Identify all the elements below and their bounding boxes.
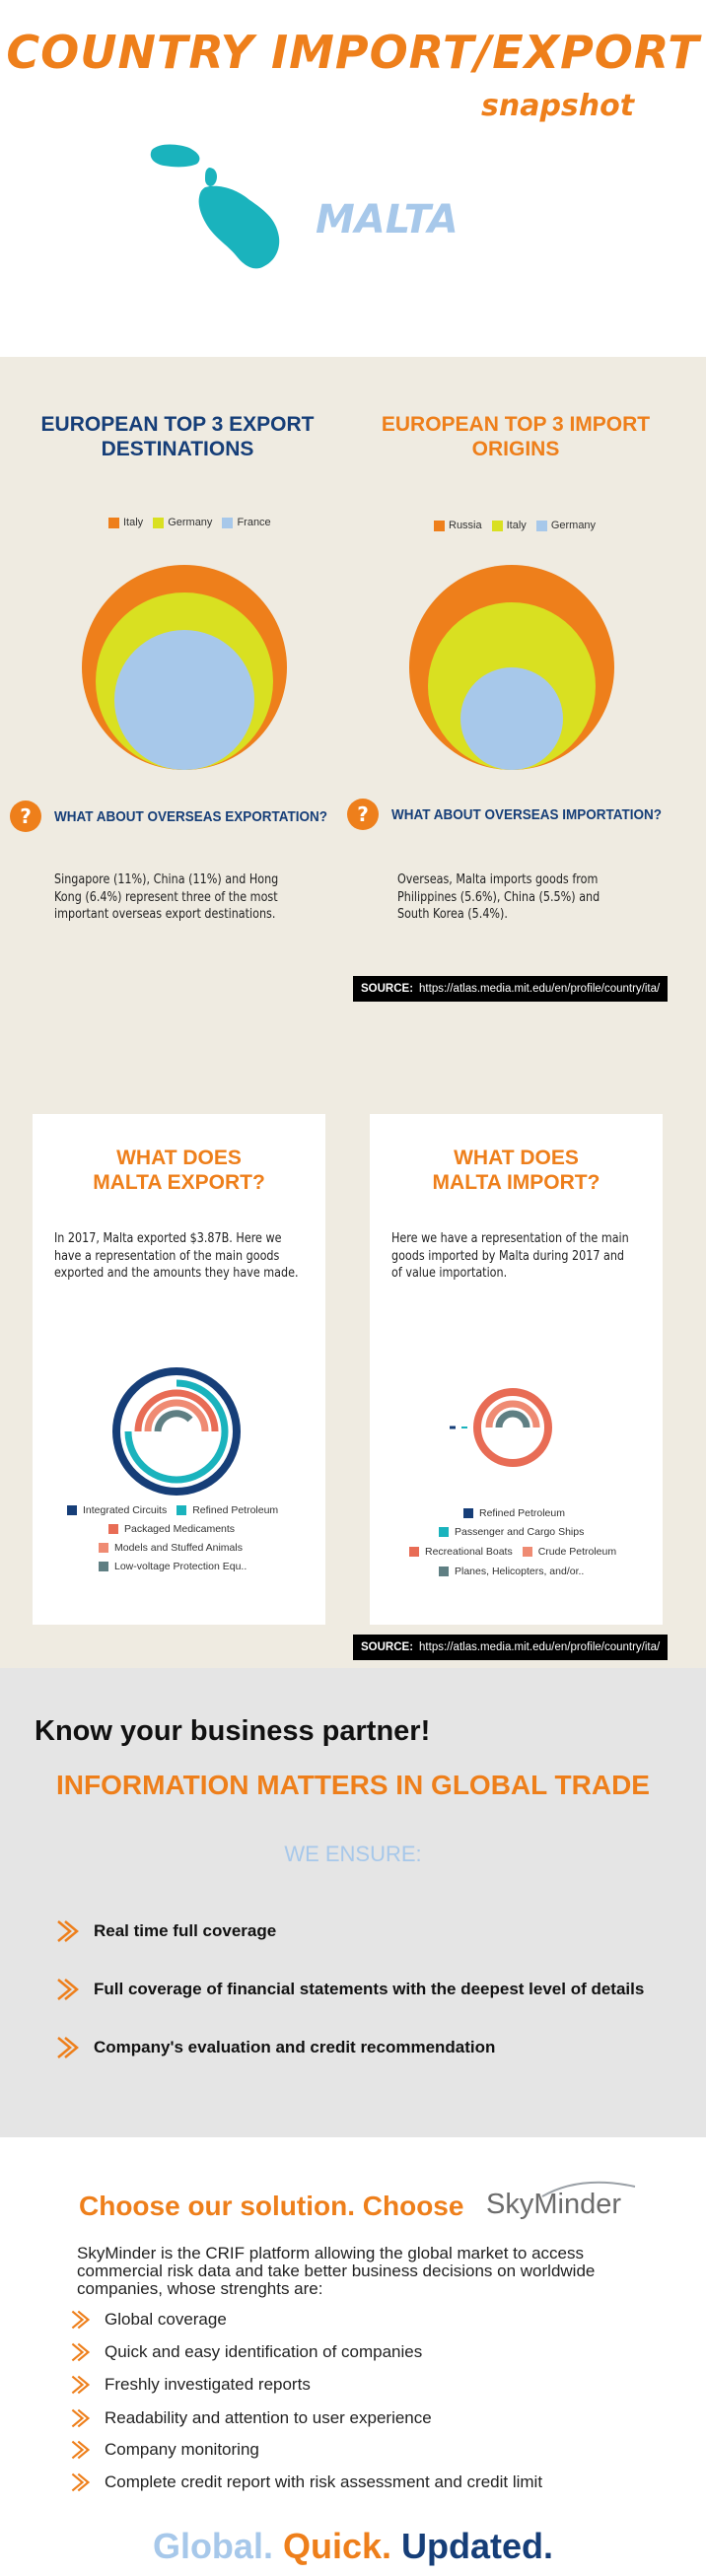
- ensure-item-label: Company's evaluation and credit recommendation: [94, 2038, 496, 2056]
- chevron-right-icon: [54, 2035, 80, 2060]
- strength-item: [69, 2341, 422, 2363]
- logo-swoosh-icon: [540, 2179, 639, 2198]
- source-label: SOURCE:: [361, 1641, 414, 1653]
- import-goods-text: Here we have a representation of the main goods imported by Malta during 2017 and of value importation.: [391, 1231, 629, 1282]
- chevron-right-icon: [54, 1918, 80, 1944]
- ensure-item: [54, 1918, 276, 1944]
- legend-swatch: [439, 1566, 449, 1576]
- import-goods-chart: [444, 1380, 562, 1479]
- strength-item-label: Global coverage: [105, 2310, 227, 2329]
- chevron-right-icon: [54, 1977, 80, 2002]
- legend-swatch: [67, 1505, 77, 1515]
- legend-label: Integrated Circuits: [83, 1504, 168, 1516]
- legend-swatch: [536, 521, 547, 531]
- strength-item-label: Complete credit report with risk assessment and credit limit: [105, 2472, 543, 2491]
- legend-label: France: [237, 517, 271, 528]
- ensure-label: WE ENSURE:: [284, 1842, 422, 1866]
- skyminder-logo: SkyMinder: [486, 2189, 621, 2220]
- legend-label: Italy: [123, 517, 144, 528]
- legend-label: Passenger and Cargo Ships: [455, 1526, 585, 1538]
- overseas-import-question: WHAT ABOUT OVERSEAS IMPORTATION?: [391, 806, 662, 823]
- legend-swatch: [99, 1543, 108, 1553]
- legend-label: Crude Petroleum: [537, 1546, 617, 1558]
- question-icon: ?: [10, 801, 41, 832]
- legend-swatch: [409, 1547, 419, 1557]
- strength-item: [69, 2374, 311, 2396]
- circle-france: [114, 630, 254, 770]
- legend-swatch: [108, 518, 119, 528]
- export-destinations-title: EUROPEAN TOP 3 EXPORT DESTINATIONS: [40, 413, 315, 461]
- legend-swatch: [108, 1524, 118, 1534]
- legend-swatch: [492, 521, 503, 531]
- legend-label: Germany: [550, 520, 597, 531]
- export-goods-title-line2: MALTA EXPORT?: [93, 1171, 265, 1194]
- partner-tagline: INFORMATION MATTERS IN GLOBAL TRADE: [56, 1770, 650, 1800]
- ensure-item-label: Full coverage of financial statements with the deepest level of details: [94, 1980, 645, 1998]
- import-goods-title-line2: MALTA IMPORT?: [432, 1171, 600, 1194]
- slogan: [0, 2526, 706, 2567]
- legend-swatch: [439, 1527, 449, 1537]
- slogan-quick: Quick.: [282, 2526, 392, 2566]
- export-goods-legend-row4: [99, 1561, 247, 1572]
- source-url: https://atlas.media.mit.edu/en/profile/country/ita/: [419, 983, 661, 995]
- ensure-item: [54, 1977, 644, 2002]
- legend-label: Refined Petroleum: [479, 1507, 565, 1519]
- chevron-right-icon: [69, 2439, 91, 2461]
- import-goods-legend-row4: [439, 1566, 584, 1577]
- legend-label: Models and Stuffed Animals: [114, 1542, 243, 1554]
- question-icon: ?: [347, 799, 379, 830]
- overseas-export-question: WHAT ABOUT OVERSEAS EXPORTATION?: [54, 808, 328, 825]
- partner-heading: Know your business partner!: [35, 1715, 431, 1747]
- source-label: SOURCE:: [361, 983, 414, 995]
- export-goods-legend-row3: [99, 1542, 243, 1554]
- strength-item-label: Freshly investigated reports: [105, 2375, 311, 2394]
- legend-swatch: [463, 1508, 473, 1518]
- solution-heading: Choose our solution. Choose: [79, 2191, 464, 2221]
- ensure-item: [54, 2035, 495, 2060]
- solution-intro: SkyMinder is the CRIF platform allowing the global market to access commercial risk data and take better business decisions on worldwide companies, whose strenghts are:: [77, 2244, 596, 2298]
- import-origins-title: EUROPEAN TOP 3 IMPORT ORIGINS: [381, 413, 651, 461]
- import-goods-legend-row1: [463, 1507, 565, 1519]
- strength-item-label: Quick and easy identification of companies: [105, 2342, 423, 2361]
- overseas-import-text: Overseas, Malta imports goods from Philippines (5.6%), China (5.5%) and South Korea (5.4%).: [397, 872, 600, 923]
- ring-low-voltage: [158, 1414, 190, 1431]
- source-note: [353, 1635, 668, 1660]
- chevron-right-icon: [69, 2309, 91, 2331]
- legend-label: Recreational Boats: [425, 1546, 513, 1558]
- legend-label: Low-voltage Protection Equ..: [114, 1561, 247, 1572]
- legend-swatch: [222, 518, 233, 528]
- chevron-right-icon: [69, 2407, 91, 2429]
- ensure-item-label: Real time full coverage: [94, 1921, 277, 1940]
- ring-refined-petroleum: [128, 1383, 225, 1480]
- circle-germany: [460, 667, 563, 770]
- source-note: [353, 976, 668, 1002]
- import-goods-title-line1: WHAT DOES: [454, 1147, 579, 1169]
- chevron-right-icon: [69, 2472, 91, 2493]
- slogan-global: Global.: [152, 2526, 273, 2566]
- ring-integrated-circuits: [116, 1371, 237, 1492]
- strength-item: [69, 2407, 432, 2429]
- legend-swatch: [153, 518, 164, 528]
- legend-swatch: [99, 1562, 108, 1571]
- legend-swatch: [176, 1505, 186, 1515]
- import-origins-legend: [424, 520, 596, 531]
- legend-label: Russia: [449, 520, 482, 531]
- import-goods-legend-row3: [409, 1546, 616, 1558]
- strength-item: [69, 2472, 542, 2493]
- export-goods-text: In 2017, Malta exported $3.87B. Here we have a representation of the main goods exported and the amounts they have made.: [54, 1231, 299, 1282]
- legend-label: Germany: [168, 517, 213, 528]
- legend-label: Italy: [506, 520, 527, 531]
- export-destinations-chart: [79, 562, 296, 779]
- slogan-updated: Updated.: [401, 2526, 554, 2566]
- export-goods-legend-row2: [108, 1523, 235, 1535]
- legend-label: Refined Petroleum: [192, 1504, 279, 1516]
- page-title: COUNTRY IMPORT/EXPORT: [6, 26, 700, 79]
- chevron-right-icon: [69, 2341, 91, 2363]
- import-goods-legend-row2: [439, 1526, 584, 1538]
- strength-item-label: Readability and attention to user experience: [105, 2408, 432, 2427]
- legend-swatch: [434, 521, 445, 531]
- legend-swatch: [523, 1547, 532, 1557]
- strength-item-label: Company monitoring: [105, 2440, 259, 2459]
- ring-planes-helicopters: [499, 1414, 527, 1427]
- page-subtitle: snapshot: [481, 89, 635, 123]
- legend-label: Packaged Medicaments: [124, 1523, 236, 1535]
- overseas-export-text: Singapore (11%), China (11%) and Hong Kong (6.4%) represent three of the most important overseas export destinations.: [54, 872, 279, 923]
- chevron-right-icon: [69, 2374, 91, 2396]
- strength-item: [69, 2309, 227, 2331]
- export-goods-chart: [110, 1365, 243, 1497]
- export-destinations-legend: [99, 517, 271, 528]
- strength-item: [69, 2439, 259, 2461]
- import-origins-chart: [406, 562, 623, 779]
- export-goods-title-line1: WHAT DOES: [116, 1147, 242, 1169]
- export-goods-legend-row1: [67, 1504, 278, 1516]
- source-url: https://atlas.media.mit.edu/en/profile/country/ita/: [419, 1641, 661, 1653]
- legend-label: Planes, Helicopters, and/or..: [455, 1566, 585, 1577]
- malta-map-icon: [146, 138, 304, 296]
- country-name: MALTA: [316, 197, 459, 243]
